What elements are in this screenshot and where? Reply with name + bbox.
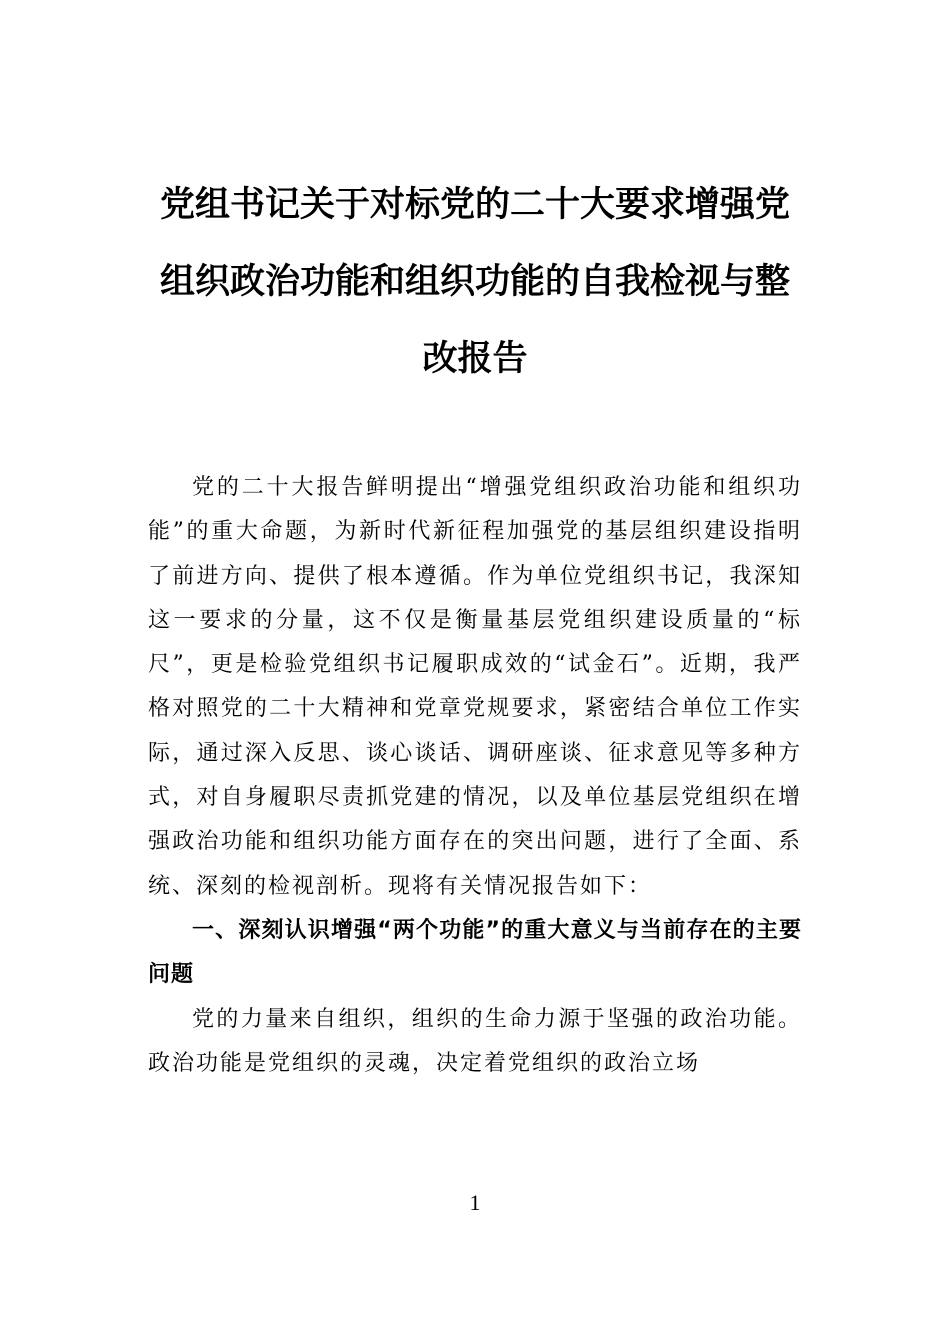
section-paragraph: 党的力量来自组织，组织的生命力源于坚强的政治功能。政治功能是党组织的灵魂，决定着党组织的政治立场 [148,1006,802,1076]
title-line: 组织政治功能和组织功能的自我检视与整 [159,261,790,302]
intro-paragraph: 党的二十大报告鲜明提出“增强党组织政治功能和组织功能”的重大命题，为新时代新征程加强党的基层组织建设指明了前进方向、提供了根本遵循。作为单位党组织书记，我深知这一要求的分量，这不仅是衡量基层党组织建设质量的“标尺”，更是检验党组织书记履职成效的“试金石”。近期，我严格对照党的二十大精神和党章党规要求，紧密结合单位工作实际，通过深入反思、谈心谈话、调研座谈、征求意见等多种方式，对自身履职尽责抓党建的情况，以及单位基层党组织在增强政治功能和组织功能方面存在的突出问题，进行了全面、系统、深刻的检视剖析。现将有关情况报告如下： [148,475,802,899]
page-number: 1 [469,1190,481,1215]
document-body [148,466,802,1086]
title-line: 党组书记关于对标党的二十大要求增强党 [159,184,790,225]
title-line: 改报告 [422,338,528,379]
section-heading: 一、深刻认识增强“两个功能”的重大意义与当前存在的主要问题 [148,917,802,988]
document-title [148,166,802,397]
